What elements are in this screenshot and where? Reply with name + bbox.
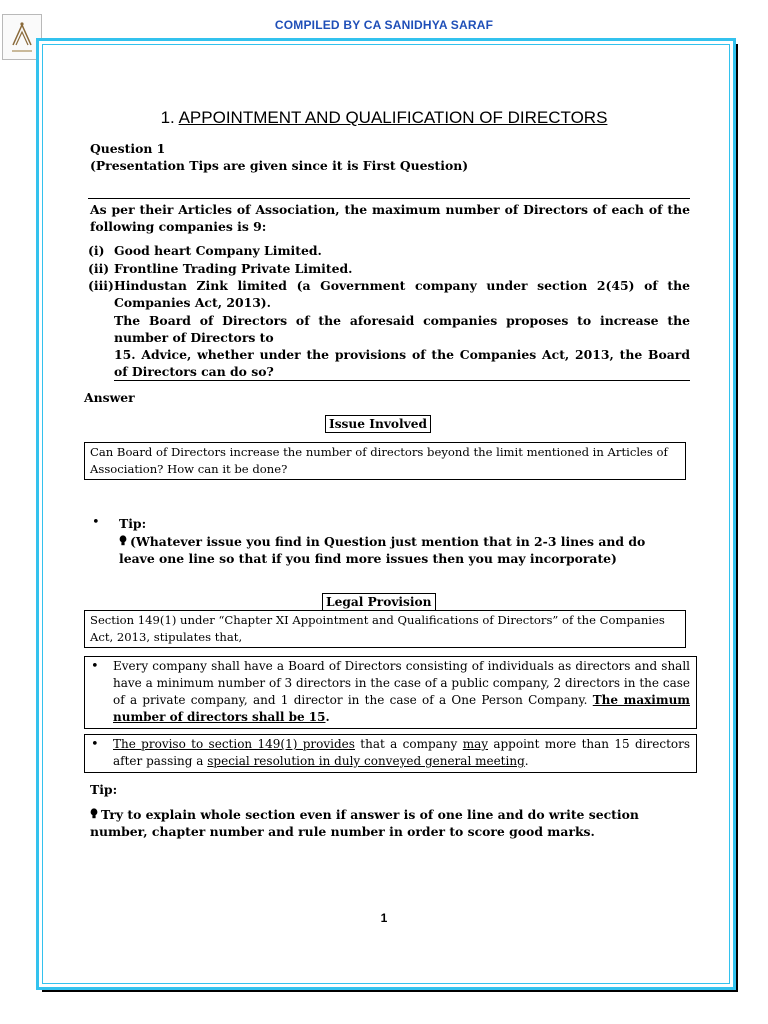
question-label: Question 1 (90, 141, 166, 156)
provision-point-2: • The proviso to section 149(1) provides that a company may appoint more than 15 directors after passing a special resolution in duly conveyed general meeting. (84, 734, 697, 773)
page-border (36, 38, 736, 990)
bullet-icon: • (91, 737, 99, 752)
lightbulb-icon (119, 535, 127, 547)
question-continuation-2: 15. Advice, whether under the provisions of the Companies Act, 2013, the Board of Directors can do so? (114, 347, 690, 379)
question-note: (Presentation Tips are given since it is First Question) (90, 158, 469, 173)
issue-involved-heading: Issue Involved (325, 415, 431, 433)
chapter-number: 1. (160, 108, 175, 127)
tip1-body (119, 533, 679, 567)
legal-provision-heading: Legal Provision (322, 593, 436, 611)
tip2-label: Tip: (90, 782, 118, 797)
issue-box: Can Board of Directors increase the number of directors beyond the limit mentioned in Articles of Association? How can it be done? (84, 442, 686, 480)
question-continuation-1: The Board of Directors of the aforesaid companies proposes to increase the number of Directors to (114, 313, 690, 345)
compiled-by-header: COMPILED BY CA SANIDHYA SARAF (274, 18, 494, 32)
question-intro: As per their Articles of Association, the maximum number of Directors of each of the following companies is 9: (90, 202, 690, 234)
tip1-label: Tip: (119, 516, 147, 531)
provision-point-1: • Every company shall have a Board of Directors consisting of individuals as directors and shall have a minimum number of 3 directors in the case of a public company, 2 directors in the case of a private company, and 1 director in the case of a One Person Company. The maximum number of directors shall be 15. (84, 656, 697, 729)
bullet-icon: • (92, 515, 100, 530)
list-item: (iii) Hindustan Zink limited (a Government company under section 2(45) of the Companies Act, 2013). (88, 278, 690, 310)
page-number: 1 (380, 911, 388, 925)
lightbulb-icon (90, 808, 98, 820)
question-top-rule (88, 198, 690, 199)
tip2-body (90, 806, 670, 840)
tip2-text: Try to explain whole section even if answer is of one line and do write section number, chapter number and rule number in order to score good marks. (90, 807, 639, 839)
chapter-title-text: APPOINTMENT AND QUALIFICATION OF DIRECTORS (178, 108, 608, 127)
legal-intro-box: Section 149(1) under “Chapter XI Appointment and Qualifications of Directors” of the Companies Act, 2013, stipulates that, (84, 610, 686, 648)
answer-label: Answer (84, 390, 135, 405)
question-bottom-rule (114, 380, 690, 381)
bullet-icon: • (91, 659, 99, 674)
tip1-text: (Whatever issue you find in Question just mention that in 2-3 lines and do leave one line so that if you find more issues then you may incorporate) (119, 534, 646, 566)
chapter-title (0, 108, 768, 128)
